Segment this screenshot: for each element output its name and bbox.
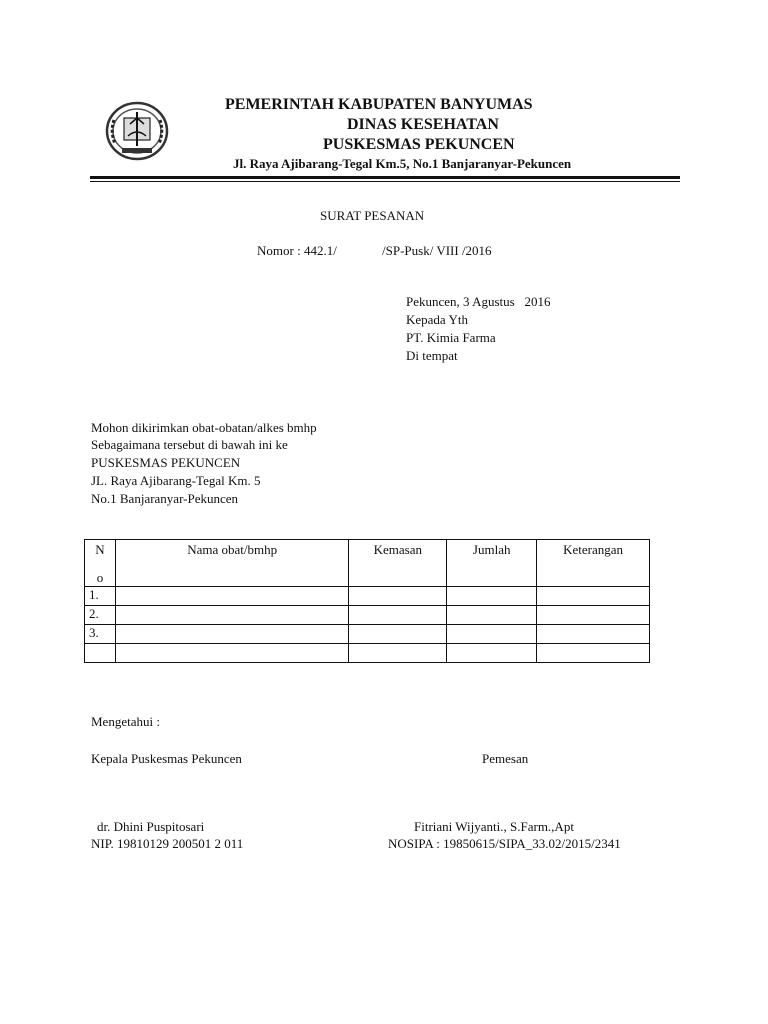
signer-right-title: Pemesan (482, 751, 529, 766)
table-cell (537, 644, 650, 663)
table-cell (447, 587, 537, 606)
row-number: 2. (85, 606, 116, 625)
recipient-company: PT. Kimia Farma (406, 330, 496, 345)
table-cell (115, 587, 348, 606)
body-line: Mohon dikirimkan obat-obatan/alkes bmhp (91, 420, 317, 435)
table-cell (349, 625, 447, 644)
letterhead-office: PUSKESMAS PEKUNCEN (323, 136, 515, 153)
letter-number-prefix: Nomor : 442.1/ (257, 243, 337, 258)
order-table (84, 539, 650, 663)
col-header-no-top: N (95, 542, 105, 557)
row-number: 3. (85, 625, 116, 644)
body-line: Sebagaimana tersebut di bawah ini ke (91, 437, 288, 452)
table-row (85, 606, 650, 625)
col-header-nama: Nama obat/bmhp (115, 540, 348, 587)
letter-title: SURAT PESANAN (320, 208, 425, 223)
row-number (85, 644, 116, 663)
banyumas-emblem-logo (100, 98, 174, 164)
table-cell (447, 644, 537, 663)
signer-left-nip: NIP. 19810129 200501 2 011 (91, 836, 244, 851)
table-cell (447, 606, 537, 625)
col-header-no (85, 540, 116, 587)
signer-left-title: Kepala Puskesmas Pekuncen (91, 751, 242, 766)
table-cell (115, 625, 348, 644)
body-line: JL. Raya Ajibarang-Tegal Km. 5 (91, 473, 261, 488)
body-line: No.1 Banjaranyar-Pekuncen (91, 491, 239, 506)
table-cell (115, 644, 348, 663)
letterhead-divider (90, 176, 680, 182)
table-cell (349, 606, 447, 625)
col-header-jumlah: Jumlah (447, 540, 537, 587)
col-header-kemasan: Kemasan (349, 540, 447, 587)
signer-right-name: Fitriani Wijyanti., S.Farm.,Apt (414, 819, 574, 834)
body-line: PUSKESMAS PEKUNCEN (91, 455, 241, 470)
col-header-keterangan: Keterangan (537, 540, 650, 587)
recipient-greeting: Kepada Yth (406, 312, 468, 327)
acknowledged-label: Mengetahui : (91, 714, 160, 729)
table-cell (349, 644, 447, 663)
col-header-no-bottom: o (96, 570, 104, 585)
letterhead-department: DINAS KESEHATAN (347, 116, 499, 133)
table-cell (349, 587, 447, 606)
table-cell (115, 606, 348, 625)
table-cell (537, 587, 650, 606)
table-cell (537, 625, 650, 644)
letterhead-address: Jl. Raya Ajibarang-Tegal Km.5, No.1 Banjaranyar-Pekuncen (233, 156, 572, 171)
letterhead-government: PEMERINTAH KABUPATEN BANYUMAS (225, 96, 533, 113)
letter-number-suffix: /SP-Pusk/ VIII /2016 (382, 243, 492, 258)
table-row (85, 644, 650, 663)
letter-date: Pekuncen, 3 Agustus 2016 (406, 294, 551, 309)
table-header-row (85, 540, 650, 587)
signer-left-name: dr. Dhini Puspitosari (97, 819, 205, 834)
signer-right-nosipa: NOSIPA : 19850615/SIPA_33.02/2015/2341 (388, 836, 621, 851)
recipient-place: Di tempat (406, 348, 458, 363)
row-number: 1. (85, 587, 116, 606)
table-cell (447, 625, 537, 644)
table-cell (537, 606, 650, 625)
table-row (85, 625, 650, 644)
table-row (85, 587, 650, 606)
